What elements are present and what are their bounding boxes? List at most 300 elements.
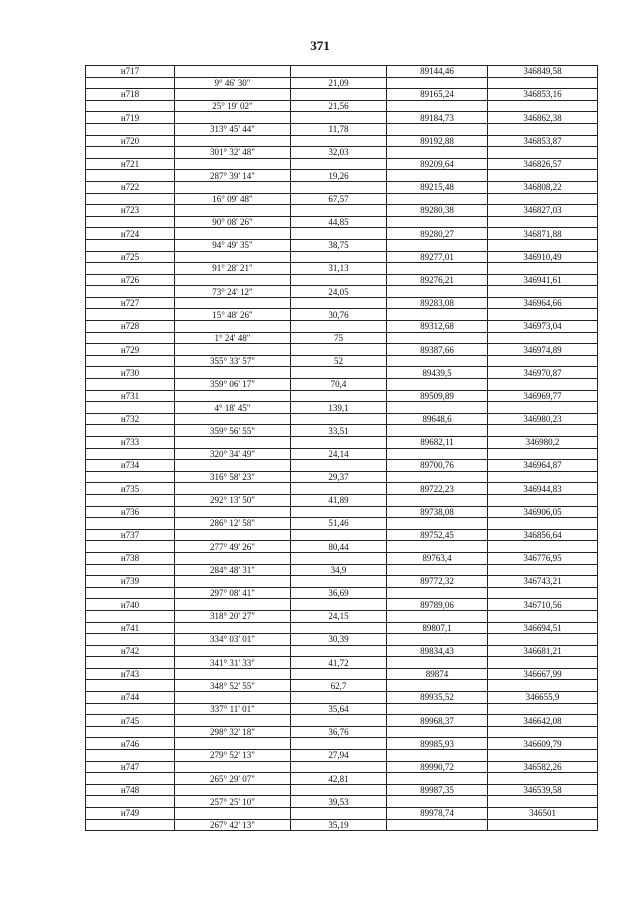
distance-cell: 36,76 — [291, 726, 387, 738]
empty-cell — [488, 680, 598, 692]
x-coordinate-cell: 89209,64 — [387, 158, 488, 170]
empty-cell — [387, 286, 488, 298]
empty-cell — [86, 726, 175, 738]
point-row — [86, 460, 598, 472]
direction-angle-cell: 359° 06' 17" — [175, 379, 291, 391]
point-id-cell: н723 — [86, 205, 175, 217]
segment-row — [86, 379, 598, 391]
empty-cell — [488, 773, 598, 785]
empty-cell — [488, 193, 598, 205]
point-id-cell: н737 — [86, 529, 175, 541]
empty-cell — [86, 123, 175, 135]
point-id-cell: н719 — [86, 112, 175, 124]
x-coordinate-cell: 89807,1 — [387, 622, 488, 634]
direction-angle-cell: 267° 42' 13" — [175, 819, 291, 831]
distance-cell: 38,75 — [291, 239, 387, 251]
empty-cell — [86, 610, 175, 622]
segment-row — [86, 587, 598, 599]
empty-cell — [291, 181, 387, 193]
coordinates-table — [85, 65, 598, 831]
distance-cell: 19,26 — [291, 170, 387, 182]
empty-cell — [387, 147, 488, 159]
x-coordinate-cell: 89184,73 — [387, 112, 488, 124]
point-row — [86, 89, 598, 101]
y-coordinate-cell: 346871,88 — [488, 228, 598, 240]
segment-row — [86, 518, 598, 530]
empty-cell — [175, 506, 291, 518]
empty-cell — [488, 355, 598, 367]
point-id-cell: н748 — [86, 784, 175, 796]
empty-cell — [488, 263, 598, 275]
empty-cell — [488, 703, 598, 715]
empty-cell — [488, 518, 598, 530]
empty-cell — [488, 541, 598, 553]
empty-cell — [387, 193, 488, 205]
distance-cell: 24,15 — [291, 610, 387, 622]
point-id-cell: н742 — [86, 645, 175, 657]
y-coordinate-cell: 346743,21 — [488, 576, 598, 588]
segment-row — [86, 77, 598, 89]
empty-cell — [175, 367, 291, 379]
point-id-cell: н743 — [86, 668, 175, 680]
direction-angle-cell: 292° 13' 50" — [175, 494, 291, 506]
empty-cell — [86, 309, 175, 321]
point-row — [86, 367, 598, 379]
point-id-cell: н745 — [86, 715, 175, 727]
empty-cell — [387, 355, 488, 367]
distance-cell: 21,56 — [291, 100, 387, 112]
distance-cell: 41,72 — [291, 657, 387, 669]
empty-cell — [175, 321, 291, 333]
point-row — [86, 344, 598, 356]
empty-cell — [387, 703, 488, 715]
point-id-cell: н731 — [86, 390, 175, 402]
empty-cell — [291, 437, 387, 449]
point-id-cell: н732 — [86, 413, 175, 425]
direction-angle-cell: 348° 52' 55" — [175, 680, 291, 692]
distance-cell: 27,94 — [291, 750, 387, 762]
empty-cell — [488, 170, 598, 182]
y-coordinate-cell: 346964,66 — [488, 297, 598, 309]
empty-cell — [291, 367, 387, 379]
empty-cell — [291, 483, 387, 495]
empty-cell — [175, 483, 291, 495]
empty-cell — [291, 460, 387, 472]
x-coordinate-cell: 89280,38 — [387, 205, 488, 217]
empty-cell — [175, 645, 291, 657]
x-coordinate-cell: 89990,72 — [387, 761, 488, 773]
distance-cell: 75 — [291, 332, 387, 344]
y-coordinate-cell: 346501 — [488, 808, 598, 820]
point-row — [86, 784, 598, 796]
empty-cell — [86, 425, 175, 437]
direction-angle-cell: 284° 48' 31" — [175, 564, 291, 576]
empty-cell — [387, 309, 488, 321]
segment-row — [86, 680, 598, 692]
empty-cell — [86, 332, 175, 344]
y-coordinate-cell: 346980,2 — [488, 437, 598, 449]
empty-cell — [488, 379, 598, 391]
y-coordinate-cell: 346539,58 — [488, 784, 598, 796]
empty-cell — [387, 518, 488, 530]
segment-row — [86, 216, 598, 228]
y-coordinate-cell: 346681,21 — [488, 645, 598, 657]
coordinates-table-body — [86, 66, 598, 831]
empty-cell — [86, 170, 175, 182]
segment-row — [86, 286, 598, 298]
y-coordinate-cell: 346856,64 — [488, 529, 598, 541]
empty-cell — [387, 332, 488, 344]
page-number: 371 — [310, 38, 330, 53]
segment-row — [86, 796, 598, 808]
point-id-cell: н729 — [86, 344, 175, 356]
point-row — [86, 576, 598, 588]
point-id-cell: н746 — [86, 738, 175, 750]
empty-cell — [86, 216, 175, 228]
empty-cell — [488, 332, 598, 344]
empty-cell — [86, 100, 175, 112]
point-id-cell: н724 — [86, 228, 175, 240]
empty-cell — [175, 274, 291, 286]
empty-cell — [175, 761, 291, 773]
segment-row — [86, 726, 598, 738]
empty-cell — [387, 123, 488, 135]
segment-row — [86, 239, 598, 251]
point-id-cell: н741 — [86, 622, 175, 634]
empty-cell — [488, 494, 598, 506]
segment-row — [86, 541, 598, 553]
y-coordinate-cell: 346655,9 — [488, 692, 598, 704]
x-coordinate-cell: 89280,27 — [387, 228, 488, 240]
distance-cell: 35,64 — [291, 703, 387, 715]
point-id-cell: н740 — [86, 599, 175, 611]
direction-angle-cell: 15° 48' 26" — [175, 309, 291, 321]
empty-cell — [86, 379, 175, 391]
direction-angle-cell: 337° 11' 01" — [175, 703, 291, 715]
x-coordinate-cell: 89772,32 — [387, 576, 488, 588]
segment-row — [86, 564, 598, 576]
empty-cell — [86, 286, 175, 298]
segment-row — [86, 170, 598, 182]
segment-row — [86, 750, 598, 762]
y-coordinate-cell: 346974,89 — [488, 344, 598, 356]
empty-cell — [387, 657, 488, 669]
empty-cell — [387, 100, 488, 112]
direction-angle-cell: 257° 25' 10" — [175, 796, 291, 808]
empty-cell — [291, 251, 387, 263]
empty-cell — [291, 529, 387, 541]
empty-cell — [86, 239, 175, 251]
x-coordinate-cell: 89277,01 — [387, 251, 488, 263]
point-row — [86, 808, 598, 820]
point-row — [86, 738, 598, 750]
point-row — [86, 483, 598, 495]
empty-cell — [488, 239, 598, 251]
empty-cell — [86, 750, 175, 762]
direction-angle-cell: 359° 56' 55" — [175, 425, 291, 437]
empty-cell — [175, 344, 291, 356]
empty-cell — [387, 471, 488, 483]
direction-angle-cell: 94° 49' 35" — [175, 239, 291, 251]
point-id-cell: н738 — [86, 552, 175, 564]
empty-cell — [291, 506, 387, 518]
distance-cell: 139,1 — [291, 402, 387, 414]
x-coordinate-cell: 89722,23 — [387, 483, 488, 495]
empty-cell — [86, 355, 175, 367]
empty-cell — [86, 773, 175, 785]
empty-cell — [387, 773, 488, 785]
empty-cell — [86, 402, 175, 414]
distance-cell: 67,57 — [291, 193, 387, 205]
point-row — [86, 715, 598, 727]
empty-cell — [86, 193, 175, 205]
empty-cell — [175, 228, 291, 240]
empty-cell — [291, 715, 387, 727]
empty-cell — [488, 77, 598, 89]
point-row — [86, 205, 598, 217]
point-row — [86, 181, 598, 193]
direction-angle-cell: 298° 32' 18" — [175, 726, 291, 738]
empty-cell — [488, 726, 598, 738]
x-coordinate-cell: 89935,52 — [387, 692, 488, 704]
empty-cell — [291, 344, 387, 356]
empty-cell — [488, 425, 598, 437]
direction-angle-cell: 301° 32' 48" — [175, 147, 291, 159]
empty-cell — [175, 297, 291, 309]
point-id-cell: н720 — [86, 135, 175, 147]
direction-angle-cell: 355° 33' 57" — [175, 355, 291, 367]
empty-cell — [291, 645, 387, 657]
segment-row — [86, 263, 598, 275]
x-coordinate-cell: 89215,48 — [387, 181, 488, 193]
distance-cell: 80,44 — [291, 541, 387, 553]
empty-cell — [86, 703, 175, 715]
point-row — [86, 645, 598, 657]
point-id-cell: н744 — [86, 692, 175, 704]
direction-angle-cell: 90° 08' 26" — [175, 216, 291, 228]
distance-cell: 21,09 — [291, 77, 387, 89]
point-id-cell: н721 — [86, 158, 175, 170]
y-coordinate-cell: 346694,51 — [488, 622, 598, 634]
empty-cell — [387, 819, 488, 831]
x-coordinate-cell: 89509,89 — [387, 390, 488, 402]
point-id-cell: н733 — [86, 437, 175, 449]
segment-row — [86, 193, 598, 205]
distance-cell: 42,81 — [291, 773, 387, 785]
empty-cell — [488, 123, 598, 135]
distance-cell: 70,4 — [291, 379, 387, 391]
segment-row — [86, 610, 598, 622]
empty-cell — [291, 112, 387, 124]
empty-cell — [488, 471, 598, 483]
distance-cell: 29,37 — [291, 471, 387, 483]
empty-cell — [488, 634, 598, 646]
y-coordinate-cell: 346582,26 — [488, 761, 598, 773]
empty-cell — [291, 158, 387, 170]
x-coordinate-cell: 89439,5 — [387, 367, 488, 379]
empty-cell — [86, 634, 175, 646]
empty-cell — [488, 448, 598, 460]
empty-cell — [86, 518, 175, 530]
empty-cell — [387, 634, 488, 646]
empty-cell — [175, 784, 291, 796]
x-coordinate-cell: 89738,08 — [387, 506, 488, 518]
point-row — [86, 135, 598, 147]
empty-cell — [291, 297, 387, 309]
empty-cell — [291, 413, 387, 425]
empty-cell — [387, 680, 488, 692]
empty-cell — [387, 239, 488, 251]
empty-cell — [488, 286, 598, 298]
empty-cell — [387, 402, 488, 414]
point-id-cell: н717 — [86, 66, 175, 78]
segment-row — [86, 494, 598, 506]
segment-row — [86, 309, 598, 321]
x-coordinate-cell: 89874 — [387, 668, 488, 680]
y-coordinate-cell: 346827,03 — [488, 205, 598, 217]
distance-cell: 30,76 — [291, 309, 387, 321]
empty-cell — [175, 529, 291, 541]
empty-cell — [488, 587, 598, 599]
x-coordinate-cell: 89985,93 — [387, 738, 488, 750]
y-coordinate-cell: 346609,79 — [488, 738, 598, 750]
segment-row — [86, 147, 598, 159]
empty-cell — [488, 819, 598, 831]
x-coordinate-cell: 89789,06 — [387, 599, 488, 611]
empty-cell — [291, 599, 387, 611]
empty-cell — [488, 216, 598, 228]
empty-cell — [291, 622, 387, 634]
empty-cell — [175, 437, 291, 449]
empty-cell — [291, 89, 387, 101]
x-coordinate-cell: 89968,37 — [387, 715, 488, 727]
point-row — [86, 112, 598, 124]
point-id-cell: н736 — [86, 506, 175, 518]
point-row — [86, 274, 598, 286]
empty-cell — [387, 610, 488, 622]
y-coordinate-cell: 346667,99 — [488, 668, 598, 680]
distance-cell: 62,7 — [291, 680, 387, 692]
empty-cell — [175, 668, 291, 680]
point-row — [86, 692, 598, 704]
distance-cell: 24,05 — [291, 286, 387, 298]
empty-cell — [175, 390, 291, 402]
segment-row — [86, 355, 598, 367]
empty-cell — [291, 761, 387, 773]
empty-cell — [175, 181, 291, 193]
empty-cell — [86, 494, 175, 506]
x-coordinate-cell: 89834,43 — [387, 645, 488, 657]
distance-cell: 34,9 — [291, 564, 387, 576]
point-id-cell: н727 — [86, 297, 175, 309]
empty-cell — [175, 808, 291, 820]
point-row — [86, 158, 598, 170]
direction-angle-cell: 265° 29' 07" — [175, 773, 291, 785]
y-coordinate-cell: 346862,38 — [488, 112, 598, 124]
direction-angle-cell: 320° 34' 49" — [175, 448, 291, 460]
empty-cell — [488, 100, 598, 112]
segment-row — [86, 703, 598, 715]
empty-cell — [291, 808, 387, 820]
empty-cell — [86, 796, 175, 808]
empty-cell — [387, 750, 488, 762]
empty-cell — [86, 587, 175, 599]
empty-cell — [291, 668, 387, 680]
segment-row — [86, 634, 598, 646]
empty-cell — [175, 692, 291, 704]
point-row — [86, 413, 598, 425]
point-id-cell: н726 — [86, 274, 175, 286]
empty-cell — [86, 564, 175, 576]
point-id-cell: н728 — [86, 321, 175, 333]
segment-row — [86, 773, 598, 785]
y-coordinate-cell: 346906,05 — [488, 506, 598, 518]
y-coordinate-cell: 346776,95 — [488, 552, 598, 564]
empty-cell — [86, 471, 175, 483]
empty-cell — [175, 112, 291, 124]
empty-cell — [488, 147, 598, 159]
empty-cell — [488, 564, 598, 576]
direction-angle-cell: 73° 24' 12" — [175, 286, 291, 298]
distance-cell: 51,46 — [291, 518, 387, 530]
x-coordinate-cell: 89978,74 — [387, 808, 488, 820]
point-row — [86, 761, 598, 773]
y-coordinate-cell: 346969,77 — [488, 390, 598, 402]
y-coordinate-cell: 346849,58 — [488, 66, 598, 78]
y-coordinate-cell: 346970,87 — [488, 367, 598, 379]
empty-cell — [86, 77, 175, 89]
empty-cell — [175, 413, 291, 425]
direction-angle-cell: 25° 19' 02" — [175, 100, 291, 112]
empty-cell — [387, 448, 488, 460]
point-id-cell: н722 — [86, 181, 175, 193]
empty-cell — [488, 309, 598, 321]
y-coordinate-cell: 346941,61 — [488, 274, 598, 286]
point-row — [86, 622, 598, 634]
empty-cell — [387, 494, 488, 506]
point-id-cell: н734 — [86, 460, 175, 472]
y-coordinate-cell: 346964,87 — [488, 460, 598, 472]
point-row — [86, 437, 598, 449]
direction-angle-cell: 297° 08' 41" — [175, 587, 291, 599]
empty-cell — [488, 750, 598, 762]
empty-cell — [291, 390, 387, 402]
y-coordinate-cell: 346853,87 — [488, 135, 598, 147]
empty-cell — [387, 170, 488, 182]
empty-cell — [86, 819, 175, 831]
segment-row — [86, 819, 598, 831]
point-row — [86, 599, 598, 611]
point-row — [86, 390, 598, 402]
empty-cell — [488, 402, 598, 414]
direction-angle-cell: 1° 24' 48" — [175, 332, 291, 344]
empty-cell — [387, 216, 488, 228]
segment-row — [86, 425, 598, 437]
distance-cell: 44,85 — [291, 216, 387, 228]
empty-cell — [291, 576, 387, 588]
empty-cell — [291, 784, 387, 796]
x-coordinate-cell: 89144,46 — [387, 66, 488, 78]
empty-cell — [387, 425, 488, 437]
x-coordinate-cell: 89752,45 — [387, 529, 488, 541]
empty-cell — [291, 552, 387, 564]
y-coordinate-cell: 346808,22 — [488, 181, 598, 193]
empty-cell — [175, 135, 291, 147]
distance-cell: 35,19 — [291, 819, 387, 831]
distance-cell: 33,51 — [291, 425, 387, 437]
empty-cell — [291, 321, 387, 333]
empty-cell — [175, 205, 291, 217]
